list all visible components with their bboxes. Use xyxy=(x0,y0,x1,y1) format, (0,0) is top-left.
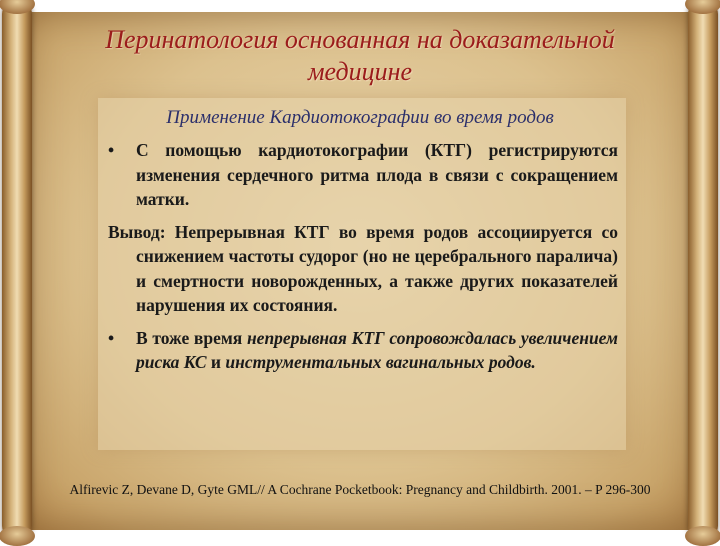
citation: Alfirevic Z, Devane D, Gyte GML// A Cochrane Pocketbook: Pregnancy and Childbirth. 2001. – P 296-300 xyxy=(69,482,651,497)
scroll-cap-icon xyxy=(685,526,720,546)
scroll-cap-icon xyxy=(0,526,35,546)
bullet-text: С помощью кардиотокографии (КТГ) регистрируются изменения сердечного ритма плода в связи с сокращением матки. xyxy=(136,140,618,209)
slide-subtitle: Применение Кардиотокографии во время родов xyxy=(166,107,554,128)
bullet-text-middle: и xyxy=(206,352,226,372)
slide-body xyxy=(108,138,618,383)
bullet-icon: • xyxy=(108,327,115,348)
conclusion-text: Вывод: Непрерывная КТГ во время родов ассоциируется со снижением частоты судорог (но не церебрального паралича) и смертности новорожденных, а также других показателей нарушения их состояния. xyxy=(108,221,618,315)
right-scroll-roll xyxy=(688,0,718,540)
bullet-item xyxy=(108,326,618,375)
bullet-item xyxy=(108,138,618,212)
slide-title: Перинатология основанная на доказательной медицине xyxy=(105,25,615,86)
left-scroll-roll xyxy=(2,0,32,540)
bullet-text-italic: непрерывная КТГ сопровождалась увеличением риска КС xyxy=(136,327,619,372)
bullet-text-italic: инструментальных вагинальных родов. xyxy=(225,352,536,372)
bullet-text-lead: В тоже время xyxy=(136,327,247,348)
bullet-icon: • xyxy=(108,140,115,160)
